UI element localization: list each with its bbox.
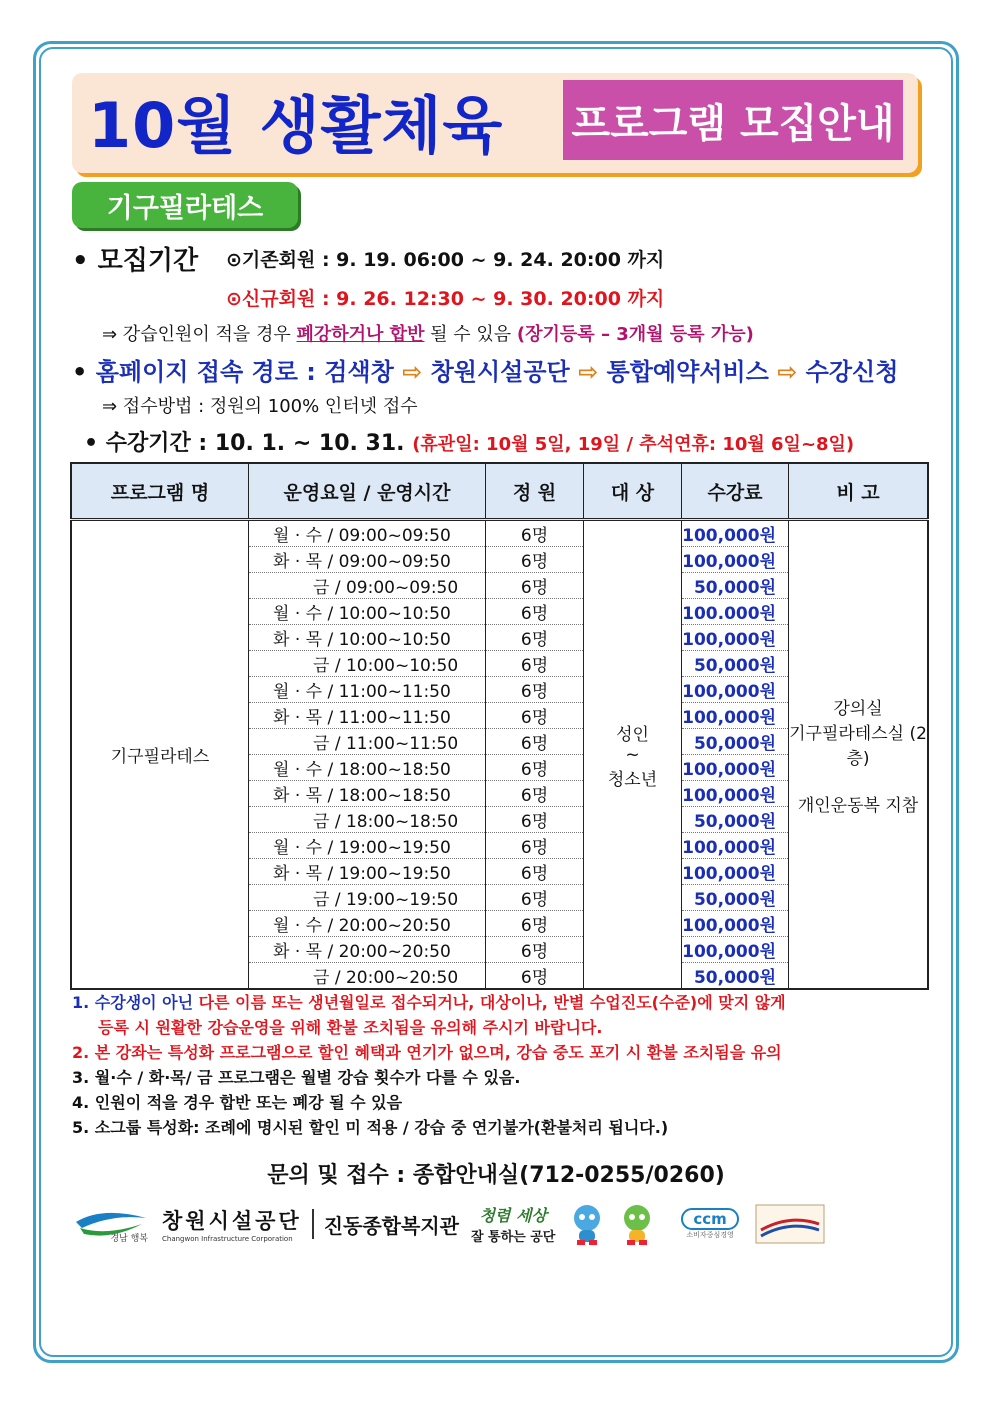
- time-cell: 월 · 수 / 09:00~09:50: [249, 520, 486, 547]
- time-cell: 월 · 수 / 11:00~11:50: [249, 677, 486, 703]
- note-1-b: 다른 이름 또는 생년월일로 접수되거나, 대상이나, 반별 수업진도(수준)에 맞지 않게: [198, 993, 786, 1012]
- fee-cell: 50,000원: [682, 573, 789, 599]
- time-cell: 화 · 목 / 20:00~20:50: [249, 937, 486, 963]
- capacity-cell: 6명: [486, 625, 584, 651]
- fee-cell: 100,000원: [682, 703, 789, 729]
- time-cell: 화 · 목 / 11:00~11:50: [249, 703, 486, 729]
- header-target: 대 상: [584, 463, 682, 520]
- time-cell: 금 / 18:00~18:50: [249, 807, 486, 833]
- fee-cell: 50,000원: [682, 807, 789, 833]
- target-line: 청소년: [607, 769, 658, 790]
- time-cell: 월 · 수 / 18:00~18:50: [249, 755, 486, 781]
- time-cell: 월 · 수 / 20:00~20:50: [249, 911, 486, 937]
- fee-cell: 100,000원: [682, 755, 789, 781]
- fee-cell: 50,000원: [682, 885, 789, 911]
- recruit-note-d: (장기등록 – 3개월 등록 가능): [516, 324, 754, 345]
- slogan-bottom: 잘 통하는 공단: [470, 1230, 556, 1245]
- fee-cell: 100,000원: [682, 520, 789, 547]
- table-header-row: [71, 463, 928, 520]
- capacity-cell: 6명: [486, 520, 584, 547]
- certification-logo-icon: [755, 1204, 825, 1244]
- fee-cell: 100,000원: [682, 547, 789, 573]
- header-time: 운영요일 / 운영시간: [249, 463, 486, 520]
- header-program: 프로그램 명: [71, 463, 249, 520]
- capacity-cell: 6명: [486, 755, 584, 781]
- branch-name: 진동종합복지관: [323, 1213, 459, 1238]
- note-1-a: 1. 수강생이 아닌: [72, 993, 199, 1012]
- capacity-cell: 6명: [486, 703, 584, 729]
- time-cell: 금 / 20:00~20:50: [249, 963, 486, 990]
- header-fee: 수강료: [682, 463, 789, 520]
- target-line: 성인: [616, 724, 649, 745]
- bullet-dot: •: [72, 246, 98, 276]
- time-cell: 금 / 10:00~10:50: [249, 651, 486, 677]
- logo-small-text: 경남 행복: [110, 1234, 148, 1244]
- program-badge: 기구필라테스: [72, 182, 298, 228]
- capacity-cell: 6명: [486, 781, 584, 807]
- fee-cell: 50,000원: [682, 651, 789, 677]
- note-1-cont: 등록 시 원활한 강습운영을 위해 환불 조치됨을 유의해 주시기 바랍니다.: [98, 1018, 603, 1037]
- recruit-existing: ⊙기존회원 : 9. 19. 06:00 ~ 9. 24. 20:00 까지: [226, 249, 665, 271]
- time-cell: 월 · 수 / 19:00~19:50: [249, 833, 486, 859]
- program-name-cell: 기구필라테스: [71, 520, 249, 990]
- ccm-logo: [681, 1208, 738, 1240]
- ccm-text: ccm: [681, 1208, 738, 1230]
- capacity-cell: 6명: [486, 677, 584, 703]
- remarks-cell: [789, 520, 929, 990]
- note-5: 5. 소그룹 특성화: 조례에 명시된 할인 미 적용 / 강습 중 연기불가(환불처리 됩니다.): [72, 1118, 669, 1137]
- period-row: [84, 426, 854, 457]
- bullet-dot: •: [84, 431, 106, 456]
- schedule-table: [70, 462, 929, 990]
- org-name: 창원시설공단: [162, 1209, 302, 1233]
- capacity-cell: 6명: [486, 885, 584, 911]
- arrow-icon: ⇨: [578, 358, 599, 386]
- time-cell: 화 · 목 / 09:00~09:50: [249, 547, 486, 573]
- page-title: 10월 생활체육: [88, 89, 504, 162]
- homepage-label: 홈페이지 접속 경로 :: [95, 358, 325, 386]
- capacity-cell: 6명: [486, 547, 584, 573]
- time-cell: 금 / 11:00~11:50: [249, 729, 486, 755]
- period-holiday: (휴관일: 10월 5일, 19일 / 추석연휴: 10월 6일~8일): [412, 434, 855, 455]
- homepage-step-4: 수강신청: [805, 358, 899, 386]
- time-cell: 화 · 목 / 10:00~10:50: [249, 625, 486, 651]
- fee-cell: 100,000원: [682, 625, 789, 651]
- time-cell: 화 · 목 / 19:00~19:50: [249, 859, 486, 885]
- contact-info: 문의 및 접수 : 종합안내실(712-0255/0260): [267, 1163, 725, 1188]
- ccm-subtext: 소비자중심경영: [686, 1231, 734, 1239]
- fee-cell: 50,000원: [682, 729, 789, 755]
- gyeongnam-logo: [72, 1204, 150, 1244]
- recruit-note-a: ⇒ 강습인원이 적을 경우: [102, 324, 297, 345]
- remarks-line: [789, 769, 927, 791]
- homepage-step-3: 통합예약서비스: [606, 358, 769, 386]
- homepage-method: ⇒ 접수방법 : 정원의 100% 인터넷 접수: [102, 396, 418, 417]
- note-1: [72, 990, 932, 1015]
- divider: [312, 1209, 314, 1239]
- fee-cell: 100,000원: [682, 677, 789, 703]
- fee-cell: 100,000원: [682, 911, 789, 937]
- notes-section: [72, 990, 932, 1140]
- slogan-top: 청렴 세상: [479, 1206, 547, 1225]
- capacity-cell: 6명: [486, 859, 584, 885]
- time-cell: 월 · 수 / 10:00~10:50: [249, 599, 486, 625]
- slogan-block: [471, 1203, 555, 1245]
- homepage-row: [72, 352, 898, 387]
- org-name-block: [162, 1205, 302, 1243]
- time-cell: 화 · 목 / 18:00~18:50: [249, 781, 486, 807]
- capacity-cell: 6명: [486, 651, 584, 677]
- homepage-step-1: 검색창: [324, 358, 394, 386]
- capacity-cell: 6명: [486, 573, 584, 599]
- capacity-cell: 6명: [486, 937, 584, 963]
- time-cell: 금 / 09:00~09:50: [249, 573, 486, 599]
- arrow-icon: ⇨: [402, 358, 423, 386]
- note-3: 3. 월·수 / 화·목/ 금 프로그램은 월별 강습 횟수가 다를 수 있음.: [72, 1068, 521, 1087]
- capacity-cell: 6명: [486, 911, 584, 937]
- period-label: 수강기간 : 10. 1. ~ 10. 31.: [105, 431, 405, 456]
- recruit-row: [72, 240, 198, 277]
- capacity-cell: 6명: [486, 807, 584, 833]
- homepage-step-2: 창원시설공단: [430, 358, 570, 386]
- footer-logos: [72, 1198, 934, 1250]
- capacity-cell: 6명: [486, 729, 584, 755]
- header-capacity: 정 원: [486, 463, 584, 520]
- fee-cell: 100,000원: [682, 859, 789, 885]
- target-cell: [584, 520, 682, 990]
- fee-cell: 100,000원: [682, 937, 789, 963]
- fee-cell: 100,000원: [682, 833, 789, 859]
- bullet-dot: •: [72, 358, 96, 386]
- recruit-new: ⊙신규회원 : 9. 26. 12:30 ~ 9. 30. 20:00 까지: [226, 288, 665, 310]
- header-remarks: 비 고: [789, 463, 929, 520]
- target-line: ~: [625, 744, 640, 765]
- note-2: 2. 본 강좌는 특성화 프로그램으로 할인 혜택과 연기가 없으며, 강습 중도 포기 시 환불 조치됨을 유의: [72, 1043, 782, 1062]
- recruit-note-b: 폐강하거나 합반: [296, 324, 425, 345]
- page-subtitle: 프로그램 모집안내: [563, 80, 903, 160]
- capacity-cell: 6명: [486, 963, 584, 990]
- fee-cell: 50,000원: [682, 963, 789, 990]
- recruit-note-c: 될 수 있음: [424, 324, 517, 345]
- mascot-green-icon: [617, 1202, 657, 1246]
- org-name-en: Changwon Infrastructure Corporation: [162, 1235, 293, 1243]
- arrow-icon: ⇨: [777, 358, 798, 386]
- fee-cell: 100.000원: [682, 599, 789, 625]
- note-4: 4. 인원이 적을 경우 합반 또는 폐강 될 수 있음: [72, 1093, 403, 1112]
- time-cell: 금 / 19:00~19:50: [249, 885, 486, 911]
- fee-cell: 100,000원: [682, 781, 789, 807]
- capacity-cell: 6명: [486, 833, 584, 859]
- recruit-note: [102, 320, 754, 346]
- remarks-line: 기구필라테스실 (2층): [789, 723, 927, 769]
- capacity-cell: 6명: [486, 599, 584, 625]
- table-row: [71, 520, 928, 547]
- remarks-line: 강의실: [833, 698, 883, 719]
- mascot-blue-icon: [567, 1202, 607, 1246]
- recruit-label: 모집기간: [97, 246, 199, 276]
- remarks-line: 개인운동복 지참: [797, 795, 919, 816]
